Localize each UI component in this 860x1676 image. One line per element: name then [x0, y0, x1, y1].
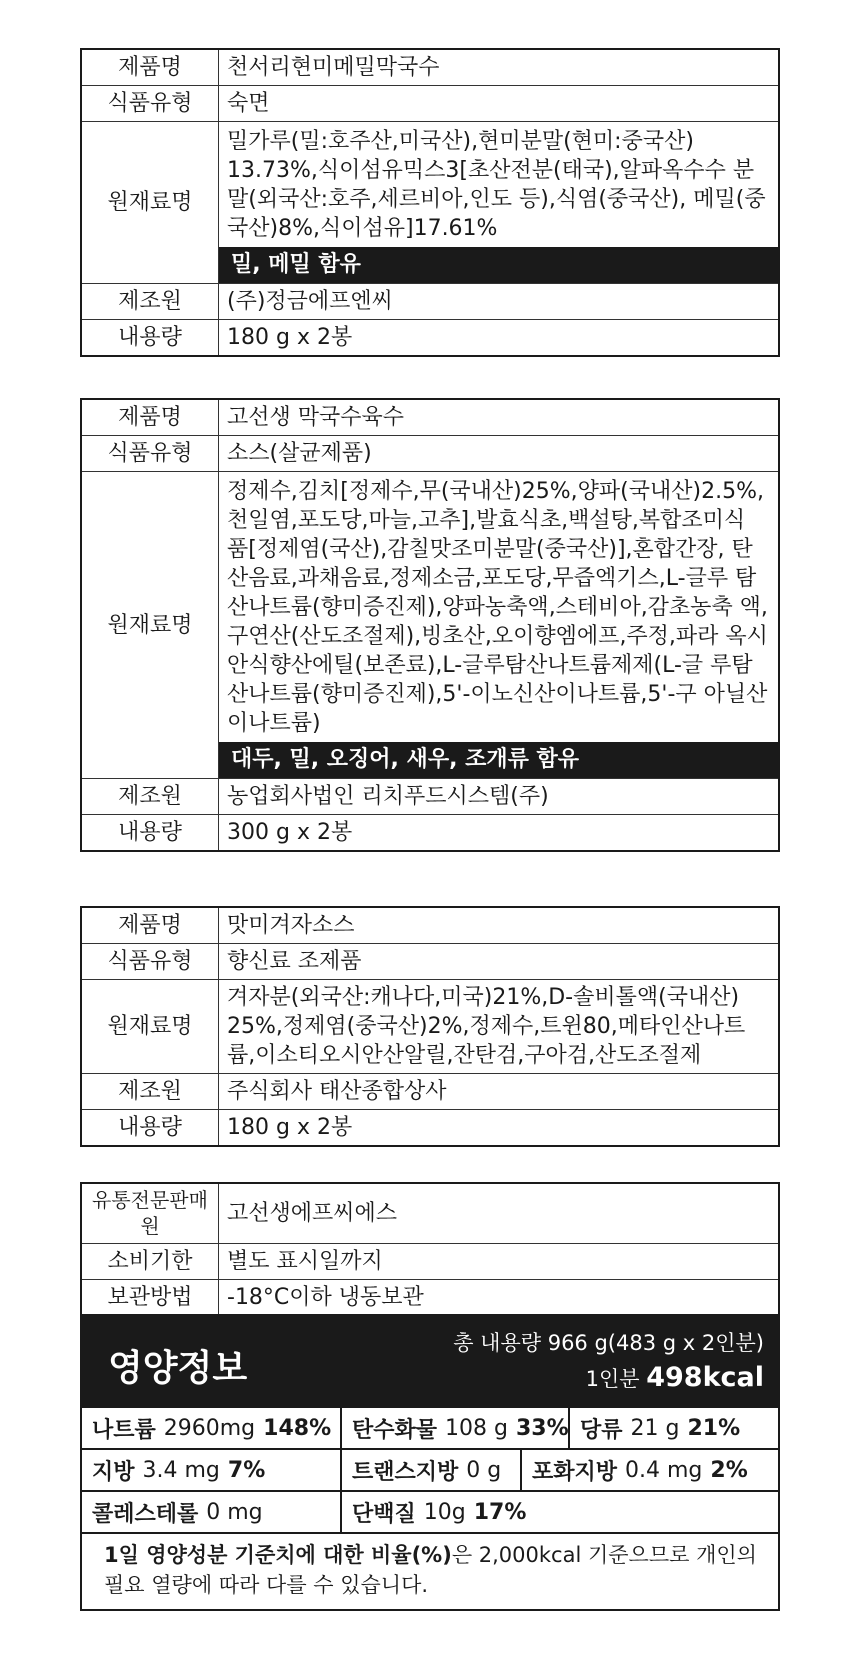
product2-info-table	[80, 398, 780, 852]
carbs-cell	[340, 1408, 568, 1448]
nutrition-summary	[453, 1328, 764, 1398]
product1-info-table	[80, 48, 780, 357]
nutrient-name: 탄수화물	[352, 1417, 438, 1443]
manufacturer-label: 제조원	[81, 284, 219, 320]
manufacturer: 주식회사 태산종합상사	[219, 1074, 780, 1110]
protein-cell	[340, 1492, 778, 1532]
sat-fat-cell	[520, 1450, 778, 1490]
food-type: 소스(살균제품)	[219, 436, 780, 472]
ingredients-text: 정제수,김치[정제수,무(국내산)25%,양파(국내산)2.5%, 천일염,포도당,마늘,고추],발효식초,백설탕,복합조미식 품[정제염(국산),감칠맛조미분말(중국산)],혼합간장, 탄산음료,과채음료,정제소금,포도당,무즙엑기스,L-글루 탐산나트륨(향미증진제),양파농축액,스테비아,감초농축 액,구연산(산도조절제),빙초산,오이향엠에프,주정,파라 옥시안식향산에틸(보존료),L-글루탐산나트륨제제(L-글 루탐산나트륨(향미증진제),5'-이노신산이나트륨,5'-구 아닐산이나트륨)	[227, 479, 768, 737]
nutrient-name: 단백질	[352, 1501, 416, 1527]
food-type: 향신료 조제품	[219, 944, 780, 980]
sodium-cell	[82, 1408, 340, 1448]
distribution-info-table	[80, 1182, 780, 1317]
product-name-label: 제품명	[81, 907, 219, 944]
calories: 498kcal	[646, 1362, 764, 1394]
footnote-bold: 1일 영양성분 기준치에 대한 비율(%)	[104, 1543, 452, 1567]
nutrient-amount: 0 mg	[206, 1499, 263, 1525]
food-type: 숙면	[219, 86, 780, 122]
ingredients-label: 원재료명	[81, 472, 219, 779]
nutrition-row	[82, 1490, 778, 1532]
nutrient-name: 포화지방	[532, 1459, 618, 1485]
nutrition-row	[82, 1448, 778, 1490]
nutrient-amount: 0 g	[466, 1457, 502, 1483]
product-name: 맛미겨자소스	[219, 907, 780, 944]
sugars-cell	[568, 1408, 778, 1448]
manufacturer-label: 제조원	[81, 1074, 219, 1110]
serving-label: 1인분	[585, 1367, 640, 1392]
nutrition-row	[82, 1406, 778, 1448]
manufacturer: 농업회사법인 리치푸드시스템(주)	[219, 779, 780, 815]
nutrient-name: 지방	[92, 1459, 135, 1485]
fat-cell	[82, 1450, 340, 1490]
per-serving	[453, 1358, 764, 1397]
footnote-text: 은 2,000kcal 기준으므로 개인의 필요 열량에 따라 다를 수 있습니다.	[104, 1543, 757, 1598]
product3-info-table	[80, 906, 780, 1147]
food-type-label: 식품유형	[81, 86, 219, 122]
nutrient-amount: 2960mg	[163, 1415, 256, 1441]
trans-fat-cell	[340, 1450, 520, 1490]
ingredients-cell	[219, 472, 780, 779]
allergy-notice: 대두, 밀, 오징어, 새우, 조개류 함유	[219, 742, 778, 778]
expiry: 별도 표시일까지	[219, 1243, 780, 1279]
nutrient-amount: 10g	[423, 1499, 466, 1525]
nutrient-amount: 108 g	[445, 1415, 508, 1441]
net-amount: 300 g x 2봉	[219, 815, 780, 852]
manufacturer: (주)정금에프엔씨	[219, 284, 780, 320]
expiry-label: 소비기한	[81, 1243, 219, 1279]
ingredients-label: 원재료명	[81, 980, 219, 1074]
nutrient-name: 당류	[580, 1417, 623, 1443]
net-amount-label: 내용량	[81, 1110, 219, 1147]
product-name-label: 제품명	[81, 399, 219, 436]
nutrient-amount: 0.4 mg	[625, 1457, 703, 1483]
nutrient-amount: 3.4 mg	[142, 1457, 220, 1483]
seller-label: 유통전문판매원	[81, 1183, 219, 1243]
nutrient-percent: 21%	[687, 1415, 741, 1441]
nutrient-name: 나트륨	[92, 1417, 156, 1443]
food-type-label: 식품유형	[81, 436, 219, 472]
product-name: 고선생 막국수육수	[219, 399, 780, 436]
net-amount-label: 내용량	[81, 320, 219, 357]
nutrition-footnote	[82, 1532, 778, 1609]
storage-label: 보관방법	[81, 1279, 219, 1316]
nutrition-title: 영양정보	[108, 1348, 248, 1389]
total-amount: 총 내용량 966 g(483 g x 2인분)	[453, 1331, 764, 1355]
product-name: 천서리현미메밀막국수	[219, 49, 780, 86]
seller: 고선생에프씨에스	[219, 1183, 780, 1243]
product-name-label: 제품명	[81, 49, 219, 86]
ingredients-label: 원재료명	[81, 122, 219, 284]
nutrient-percent: 33%	[515, 1415, 569, 1441]
nutrient-percent: 7%	[227, 1457, 266, 1483]
nutrition-header	[82, 1316, 778, 1406]
manufacturer-label: 제조원	[81, 779, 219, 815]
nutrient-name: 콜레스테롤	[92, 1501, 199, 1527]
nutrient-amount: 21 g	[630, 1415, 680, 1441]
storage: -18°C이하 냉동보관	[219, 1279, 780, 1316]
ingredients-text: 밀가루(밀:호주산,미국산),현미분말(현미:중국산) 13.73%,식이섬유믹스3[초산전분(태국),알파옥수수 분말(외국산:호주,세르비아,인도 등),식염(중국산), 메밀(중국산)8%,식이섬유]17.61%	[227, 129, 766, 242]
food-type-label: 식품유형	[81, 944, 219, 980]
nutrient-percent: 17%	[473, 1499, 527, 1525]
nutrient-percent: 148%	[263, 1415, 332, 1441]
net-amount-label: 내용량	[81, 815, 219, 852]
net-amount: 180 g x 2봉	[219, 1110, 780, 1147]
nutrition-facts	[80, 1314, 780, 1611]
ingredients-text: 겨자분(외국산:캐나다,미국)21%,D-솔비톨액(국내산) 25%,정제염(중국산)2%,정제수,트윈80,메타인산나트 륨,이소티오시안산알릴,잔탄검,구아검,산도조절제	[219, 980, 780, 1074]
cholesterol-cell	[82, 1492, 340, 1532]
allergy-notice: 밀, 메밀 함유	[219, 247, 778, 283]
nutrient-percent: 2%	[710, 1457, 748, 1483]
ingredients-cell	[219, 122, 780, 284]
net-amount: 180 g x 2봉	[219, 320, 780, 357]
nutrient-name: 트랜스지방	[352, 1459, 459, 1485]
